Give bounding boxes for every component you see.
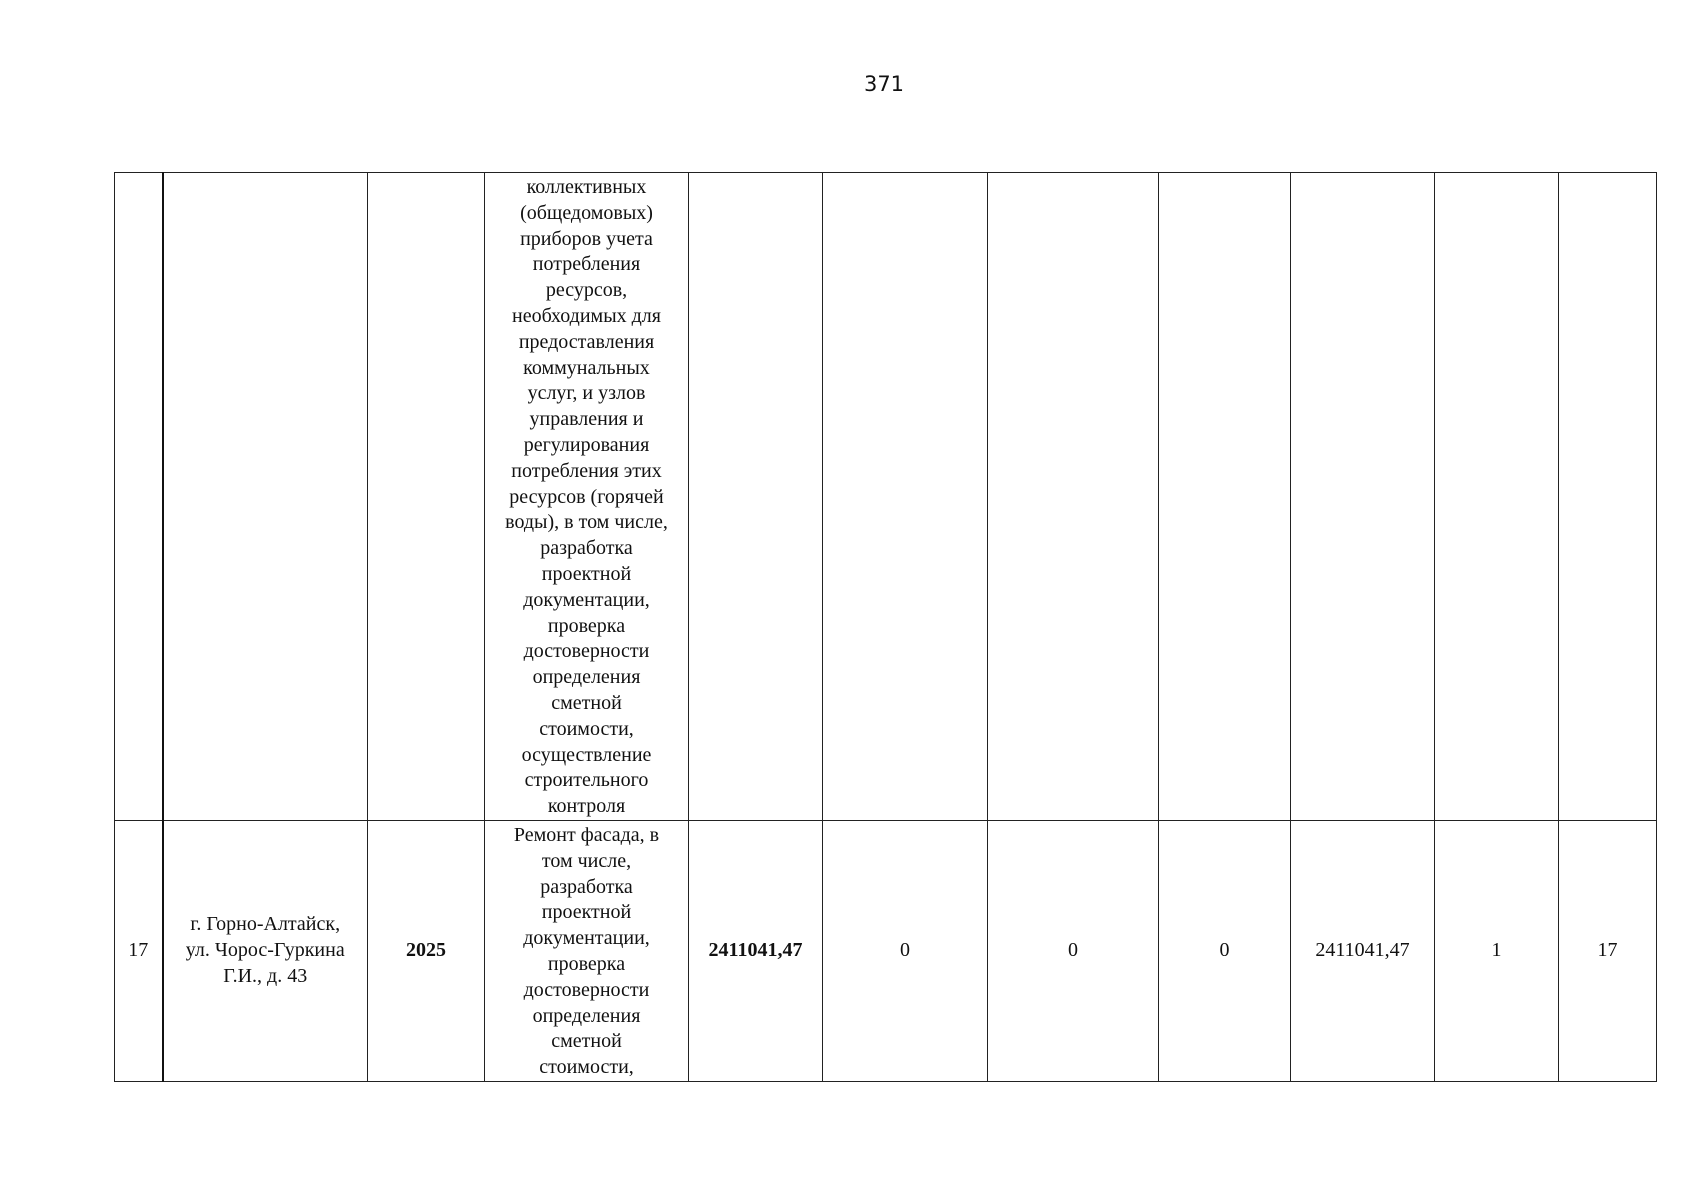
work-line: том числе, (541, 849, 632, 872)
value-cell (1291, 173, 1435, 821)
work-line: приборов учета (520, 227, 653, 250)
address-cell (163, 820, 368, 1081)
value-cell: 1 (1435, 820, 1559, 1081)
value-cell: 0 (1159, 820, 1291, 1081)
work-line: необходимых для (512, 304, 661, 327)
work-line: (общедомовых) (520, 201, 653, 224)
address-cell (163, 173, 368, 821)
work-line: управления и (529, 408, 644, 431)
work-line: предоставления (518, 330, 655, 353)
work-line: достоверности (523, 978, 650, 1001)
work-line: ресурсов, (545, 279, 628, 302)
work-line: осуществление (521, 743, 652, 766)
value-cell (823, 173, 988, 821)
value-cell: 0 (988, 820, 1159, 1081)
work-line: проверка (547, 952, 626, 975)
work-schedule-table (114, 172, 1657, 1082)
work-line: проверка (547, 614, 626, 637)
work-line: разработка (540, 537, 633, 560)
year-cell (368, 173, 485, 821)
work-line: контроля (547, 795, 626, 818)
work-line: стоимости, (539, 1056, 634, 1079)
work-line: документации, (523, 927, 650, 950)
work-line: документации, (523, 588, 650, 611)
value-cell: 2411041,47 (1291, 820, 1435, 1081)
work-line: сметной (551, 1030, 622, 1053)
work-line: потребления (532, 253, 641, 276)
table-row (115, 173, 1657, 821)
table-row (115, 820, 1657, 1081)
value-cell (1159, 173, 1291, 821)
work-line: стоимости, (539, 717, 634, 740)
work-line: регулирования (523, 433, 650, 456)
work-line: достоверности (523, 640, 650, 663)
work-line: определения (532, 666, 641, 689)
work-line: воды), в том числе, (505, 511, 668, 534)
year-cell: 2025 (368, 820, 485, 1081)
work-type-cell (485, 173, 689, 821)
value-cell (1435, 173, 1559, 821)
work-line: строительного (524, 769, 649, 792)
value-cell: 0 (823, 820, 988, 1081)
row-number-cell (115, 173, 163, 821)
work-line: разработка (540, 875, 633, 898)
page-number: 371 (863, 72, 905, 96)
work-line: коллективных (526, 176, 647, 198)
row-number-cell: 17 (115, 820, 163, 1081)
value-cell (1559, 173, 1657, 821)
work-line: проектной (541, 901, 632, 924)
address-line: ул. Чорос-Гуркина (185, 939, 345, 961)
value-cell: 17 (1559, 820, 1657, 1081)
total-cost-cell: 2411041,47 (689, 820, 823, 1081)
work-line: услуг, и узлов (527, 382, 646, 405)
work-type-cell (485, 820, 689, 1081)
work-line: ресурсов (горячей (509, 485, 664, 508)
work-line: Ремонт фасада, в (513, 823, 660, 846)
address-line: г. Горно-Алтайск, (190, 913, 341, 936)
work-line: проектной (541, 562, 632, 585)
work-line: коммунальных (523, 356, 650, 379)
value-cell (988, 173, 1159, 821)
work-line: потребления этих (511, 459, 662, 482)
work-line: сметной (551, 691, 622, 714)
work-line: определения (532, 1004, 641, 1027)
total-cost-cell (689, 173, 823, 821)
address-line: Г.И., д. 43 (223, 964, 308, 987)
